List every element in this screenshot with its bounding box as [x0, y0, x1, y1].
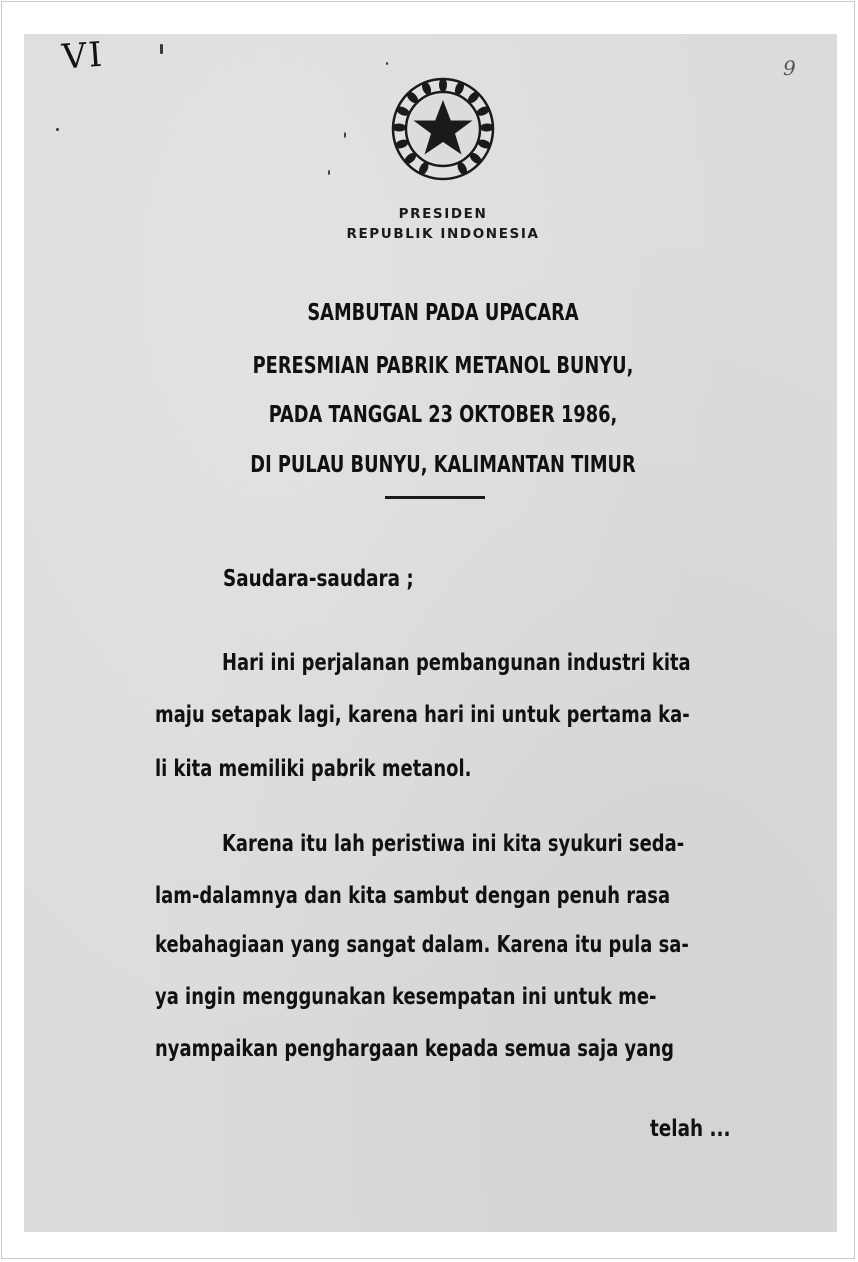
paragraph-1-line: li kita memiliki pabrik metanol.	[155, 756, 472, 782]
document-frame	[1, 1, 855, 1259]
scan-speck	[386, 62, 388, 65]
marginal-mark: VI	[60, 34, 106, 78]
salutation: Saudara-saudara ;	[223, 566, 414, 592]
org-name-line-1: PRESIDEN	[398, 206, 488, 222]
paragraph-2-line: nyampaikan penghargaan kepada semua saja yang	[155, 1036, 674, 1062]
title-divider	[385, 496, 485, 499]
document-title-line-3: PADA TANGGAL 23 OKTOBER 1986,	[268, 402, 618, 428]
paragraph-2-line: lam-dalamnya dan kita sambut dengan penuh rasa	[155, 883, 671, 909]
org-name-line-2: REPUBLIK INDONESIA	[346, 226, 540, 242]
paragraph-2-line: Karena itu lah peristiwa ini kita syukuri seda-	[222, 831, 685, 857]
continuation-catchword: telah ...	[650, 1116, 731, 1142]
paragraph-2-line: kebahagiaan yang sangat dalam. Karena itu pula sa-	[155, 932, 689, 958]
document-title-line-4: DI PULAU BUNYU, KALIMANTAN TIMUR	[250, 452, 636, 478]
scan-speck	[328, 170, 330, 175]
paragraph-1-line: maju setapak lagi, karena hari ini untuk pertama ka-	[155, 702, 690, 728]
presidential-emblem-icon	[390, 76, 496, 182]
document-title-line-1: SAMBUTAN PADA UPACARA	[307, 300, 579, 326]
page-number: 9	[783, 56, 796, 80]
paragraph-1-line: Hari ini perjalanan pembangunan industri kita	[222, 650, 691, 676]
document-title-line-2: PERESMIAN PABRIK METANOL BUNYU,	[252, 353, 634, 379]
paragraph-2-line: ya ingin menggunakan kesempatan ini untuk me-	[155, 984, 657, 1010]
scan-speck	[160, 44, 163, 54]
scan-speck	[56, 128, 59, 131]
scan-speck	[344, 132, 346, 138]
